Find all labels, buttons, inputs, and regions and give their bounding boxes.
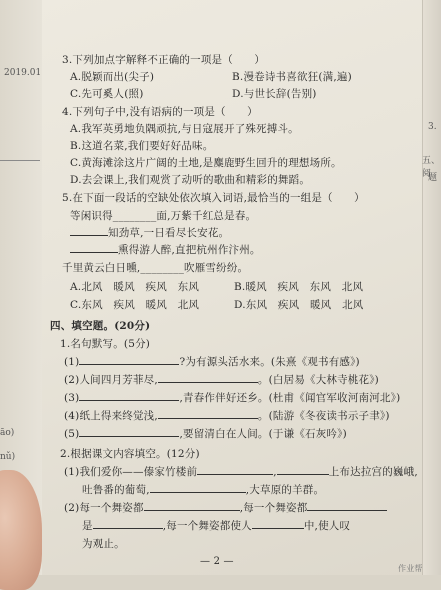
fill-2-tail: 。(白居易《大林寺桃花》) [257,374,379,386]
q5-option-b: B.暖风 疾风 东风 北风 [234,281,364,293]
fill-5 [64,426,347,441]
passage-2-line-2-mid: ,每一个舞姿都使人 [162,520,252,532]
passage-2-line-3: 为观止。 [82,538,125,550]
passage-1-line-1 [64,464,418,479]
q5-line-2-text: 知劲草,一日看尽长安花。 [108,227,230,239]
q4-option-b: B.这道名菜,我们要好好品味。 [70,140,214,152]
q5-line-1: 等闲识得________面,万紫千红总是春。 [70,210,257,222]
passage-1-line-2-head: 吐鲁番的葡萄, [82,484,150,496]
blank [307,500,387,511]
blank [252,518,304,529]
blank [197,464,273,475]
blank [79,426,179,437]
fill-3 [64,390,400,405]
fill-q1-title: 1.名句默写。(5分) [60,338,151,350]
q3-option-a: A.脱颖而出(尖子) [70,71,155,83]
blank [79,354,179,365]
fill-4-head: (4)纸上得来终觉浅, [64,410,158,422]
fill-1-number: (1) [64,356,80,368]
passage-1-head: (1)我们爱你——傣家竹楼前 [64,466,198,478]
q4-option-a: A.我军英勇地负隅顽抗,与日寇展开了殊死搏斗。 [70,123,299,135]
passage-1-line-2-tail: ,大草原的羊群。 [245,484,325,496]
q4-stem: 4.下列句子中,没有语病的一项是（ ） [62,106,258,118]
q5-option-a: A.北风 暖风 疾风 东风 [70,281,200,293]
passage-2-line-2 [82,518,350,533]
margin-pinyin-ao: āo) [0,428,15,438]
margin-pinyin-nu: nǔ) [0,452,16,462]
blank [70,225,108,236]
fill-5-number: (5) [64,428,80,440]
section-4-title: 四、填空题。(20分) [50,320,151,332]
fill-1-text: ?为有源头活水来。(朱熹《观书有感》) [179,356,360,368]
passage-2-mid: ,每一个舞姿都 [239,502,308,514]
blank [79,390,179,401]
margin-date: 2019.01 [4,68,42,78]
q5-line-3 [70,242,261,257]
fill-3-number: (3) [64,392,80,404]
fill-1 [64,354,360,369]
blank [158,408,258,419]
fill-5-text: ,要留清白在人间。(于谦《石灰吟》) [179,428,347,440]
fill-3-text: ,青春作伴好还乡。(杜甫《闻官军收河南河北》) [179,392,401,404]
q5-line-4: 千里黄云白日曛,________吹雁雪纷纷。 [62,262,249,274]
q3-stem: 3.下列加点字解释不正确的一项是（ ） [62,54,266,66]
margin-right-3: 3. [428,122,437,132]
blank [150,482,246,493]
margin-right-ti: 题 [428,173,438,183]
blank [158,372,258,383]
q3-option-c: C.先可奚人(照) [70,88,144,100]
passage-1-line-2 [82,482,324,497]
q5-stem: 5.在下面一段话的空缺处依次填入词语,最恰当的一组是（ ） [62,192,365,204]
q5-line-3-text: 熏得游人醉,直把杭州作汴州。 [118,244,261,256]
q4-option-c: C.黄海滩涂这片广阔的土地,是麋鹿野生回升的理想场所。 [70,157,342,169]
passage-2-line-2-end: 中,使人叹 [303,520,351,532]
page-number: — 2 — [200,556,234,567]
fill-4 [64,408,390,423]
blank [144,500,240,511]
margin-right-section5: 五、阅 [422,156,441,179]
fill-q2-title: 2.根据课文内容填空。(12分) [60,448,200,460]
passage-1-comma: , [273,466,277,478]
passage-2-line-2-head: 是 [82,520,93,532]
blank [277,464,329,475]
watermark: 作业帮 [398,564,423,573]
fill-4-tail: 。(陆游《冬夜读书示子聿》) [257,410,390,422]
passage-2-head: (2)每一个舞姿都 [64,502,144,514]
q5-option-d: D.东风 疾风 暖风 北风 [234,299,364,311]
q5-line-2 [70,225,229,240]
blank [70,242,118,253]
q3-option-d: D.与世长辞(告别) [232,88,317,100]
q4-option-d: D.去会课上,我们观赏了动听的歌曲和精彩的舞蹈。 [70,174,311,186]
q5-option-c: C.东风 疾风 暖风 北风 [70,299,200,311]
margin-line [0,160,40,161]
q3-option-b: B.漫卷诗书喜欲狂(满,遍) [232,71,352,83]
passage-1-end: 上布达拉宫的巍峨, [328,466,418,478]
adjacent-page-right [422,0,441,575]
fill-2-head: (2)人间四月芳菲尽, [64,374,158,386]
passage-2-line-1 [64,500,387,515]
fill-2 [64,372,379,387]
blank [93,518,163,529]
